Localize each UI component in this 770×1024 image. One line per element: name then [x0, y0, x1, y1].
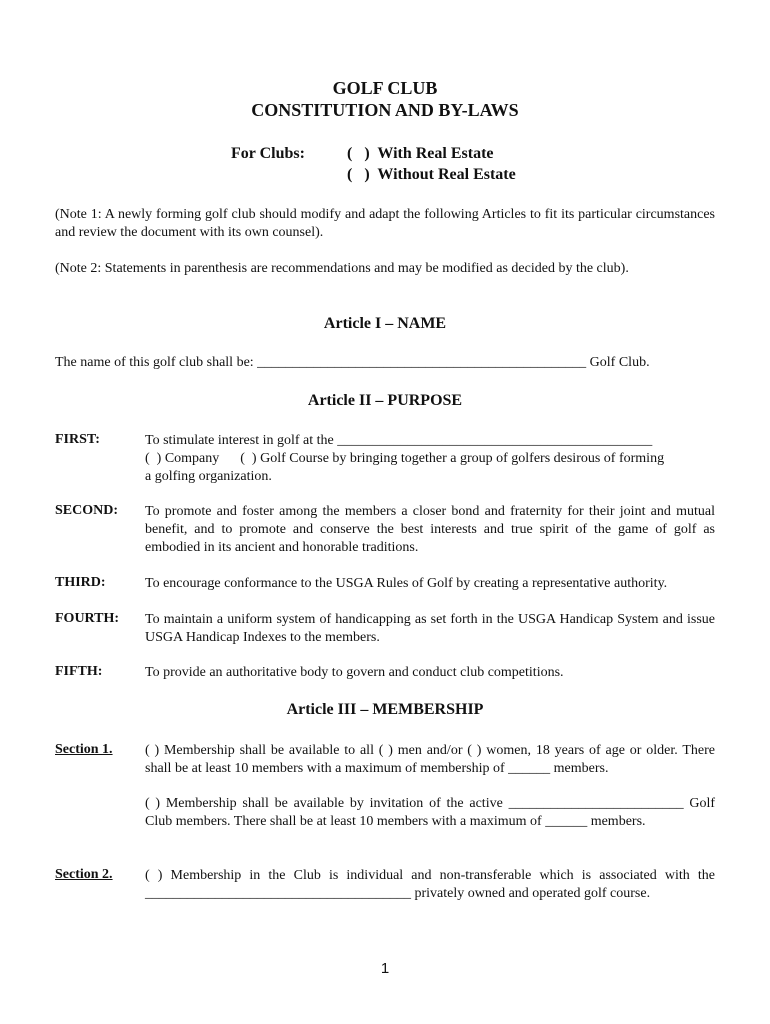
for-clubs-label: For Clubs:	[231, 145, 305, 162]
section-1-label: Section 1.	[55, 742, 113, 757]
purpose-first-line-3: a golfing organization.	[145, 469, 272, 484]
section-2-label: Section 2.	[55, 867, 113, 882]
purpose-second-label: SECOND:	[55, 503, 119, 518]
article-2-heading: Article II – PURPOSE	[307, 392, 463, 409]
page-number: 1	[380, 960, 390, 977]
option-with-real-estate: ( ) With Real Estate	[347, 145, 494, 162]
section-2-text: ( ) Membership in the Club is individual and non-transferable which is associated with the ______________________________________ privately owned and operated golf course.	[145, 868, 715, 901]
section-1-para-1: ( ) Membership shall be available to all ( ) men and/or ( ) women, 18 years of age or older. There shall be at least 10 members with a maximum of membership of ______ members.	[145, 743, 715, 776]
article-3-heading: Article III – MEMBERSHIP	[286, 701, 484, 718]
document-title: GOLF CLUB	[332, 78, 438, 98]
purpose-fifth-label: FIFTH:	[55, 664, 103, 679]
note-2: (Note 2: Statements in parenthesis are recommendations and may be modified as decided by the club).	[55, 261, 629, 276]
option-without-real-estate: ( ) Without Real Estate	[347, 166, 516, 183]
club-name-line: The name of this golf club shall be: _______________________________________________ Golf Club.	[55, 355, 650, 370]
purpose-fourth-label: FOURTH:	[55, 611, 120, 626]
purpose-third-label: THIRD:	[55, 575, 106, 590]
purpose-first-text	[145, 432, 715, 486]
purpose-first-line-1: To stimulate interest in golf at the _____________________________________________	[145, 433, 653, 448]
note-1: (Note 1: A newly forming golf club should modify and adapt the following Articles to fit its particular circumstances and review the document with its own counsel).	[55, 207, 715, 240]
purpose-third-text: To encourage conformance to the USGA Rules of Golf by creating a representative authority.	[145, 576, 668, 591]
article-1-heading: Article I – NAME	[323, 315, 447, 332]
section-1-para-2: ( ) Membership shall be available by invitation of the active _________________________ Golf Club members. There shall be at least 10 members with a maximum of ______ members.	[145, 796, 715, 829]
purpose-fourth-text: To maintain a uniform system of handicapping as set forth in the USGA Handicap System and issue USGA Handicap Indexes to the members.	[145, 612, 715, 645]
purpose-second-text: To promote and foster among the members a closer bond and fraternity for their joint and mutual benefit, and to promote and conserve the best interests and true spirit of the game of golf as embodied in its ancient and honorable traditions.	[145, 504, 715, 555]
document-subtitle: CONSTITUTION AND BY-LAWS	[251, 100, 519, 120]
purpose-first-line-2: ( ) Company ( ) Golf Course by bringing together a group of golfers desirous of forming	[145, 451, 665, 466]
purpose-first-label: FIRST:	[55, 432, 100, 447]
purpose-fifth-text: To provide an authoritative body to govern and conduct club competitions.	[145, 665, 564, 680]
